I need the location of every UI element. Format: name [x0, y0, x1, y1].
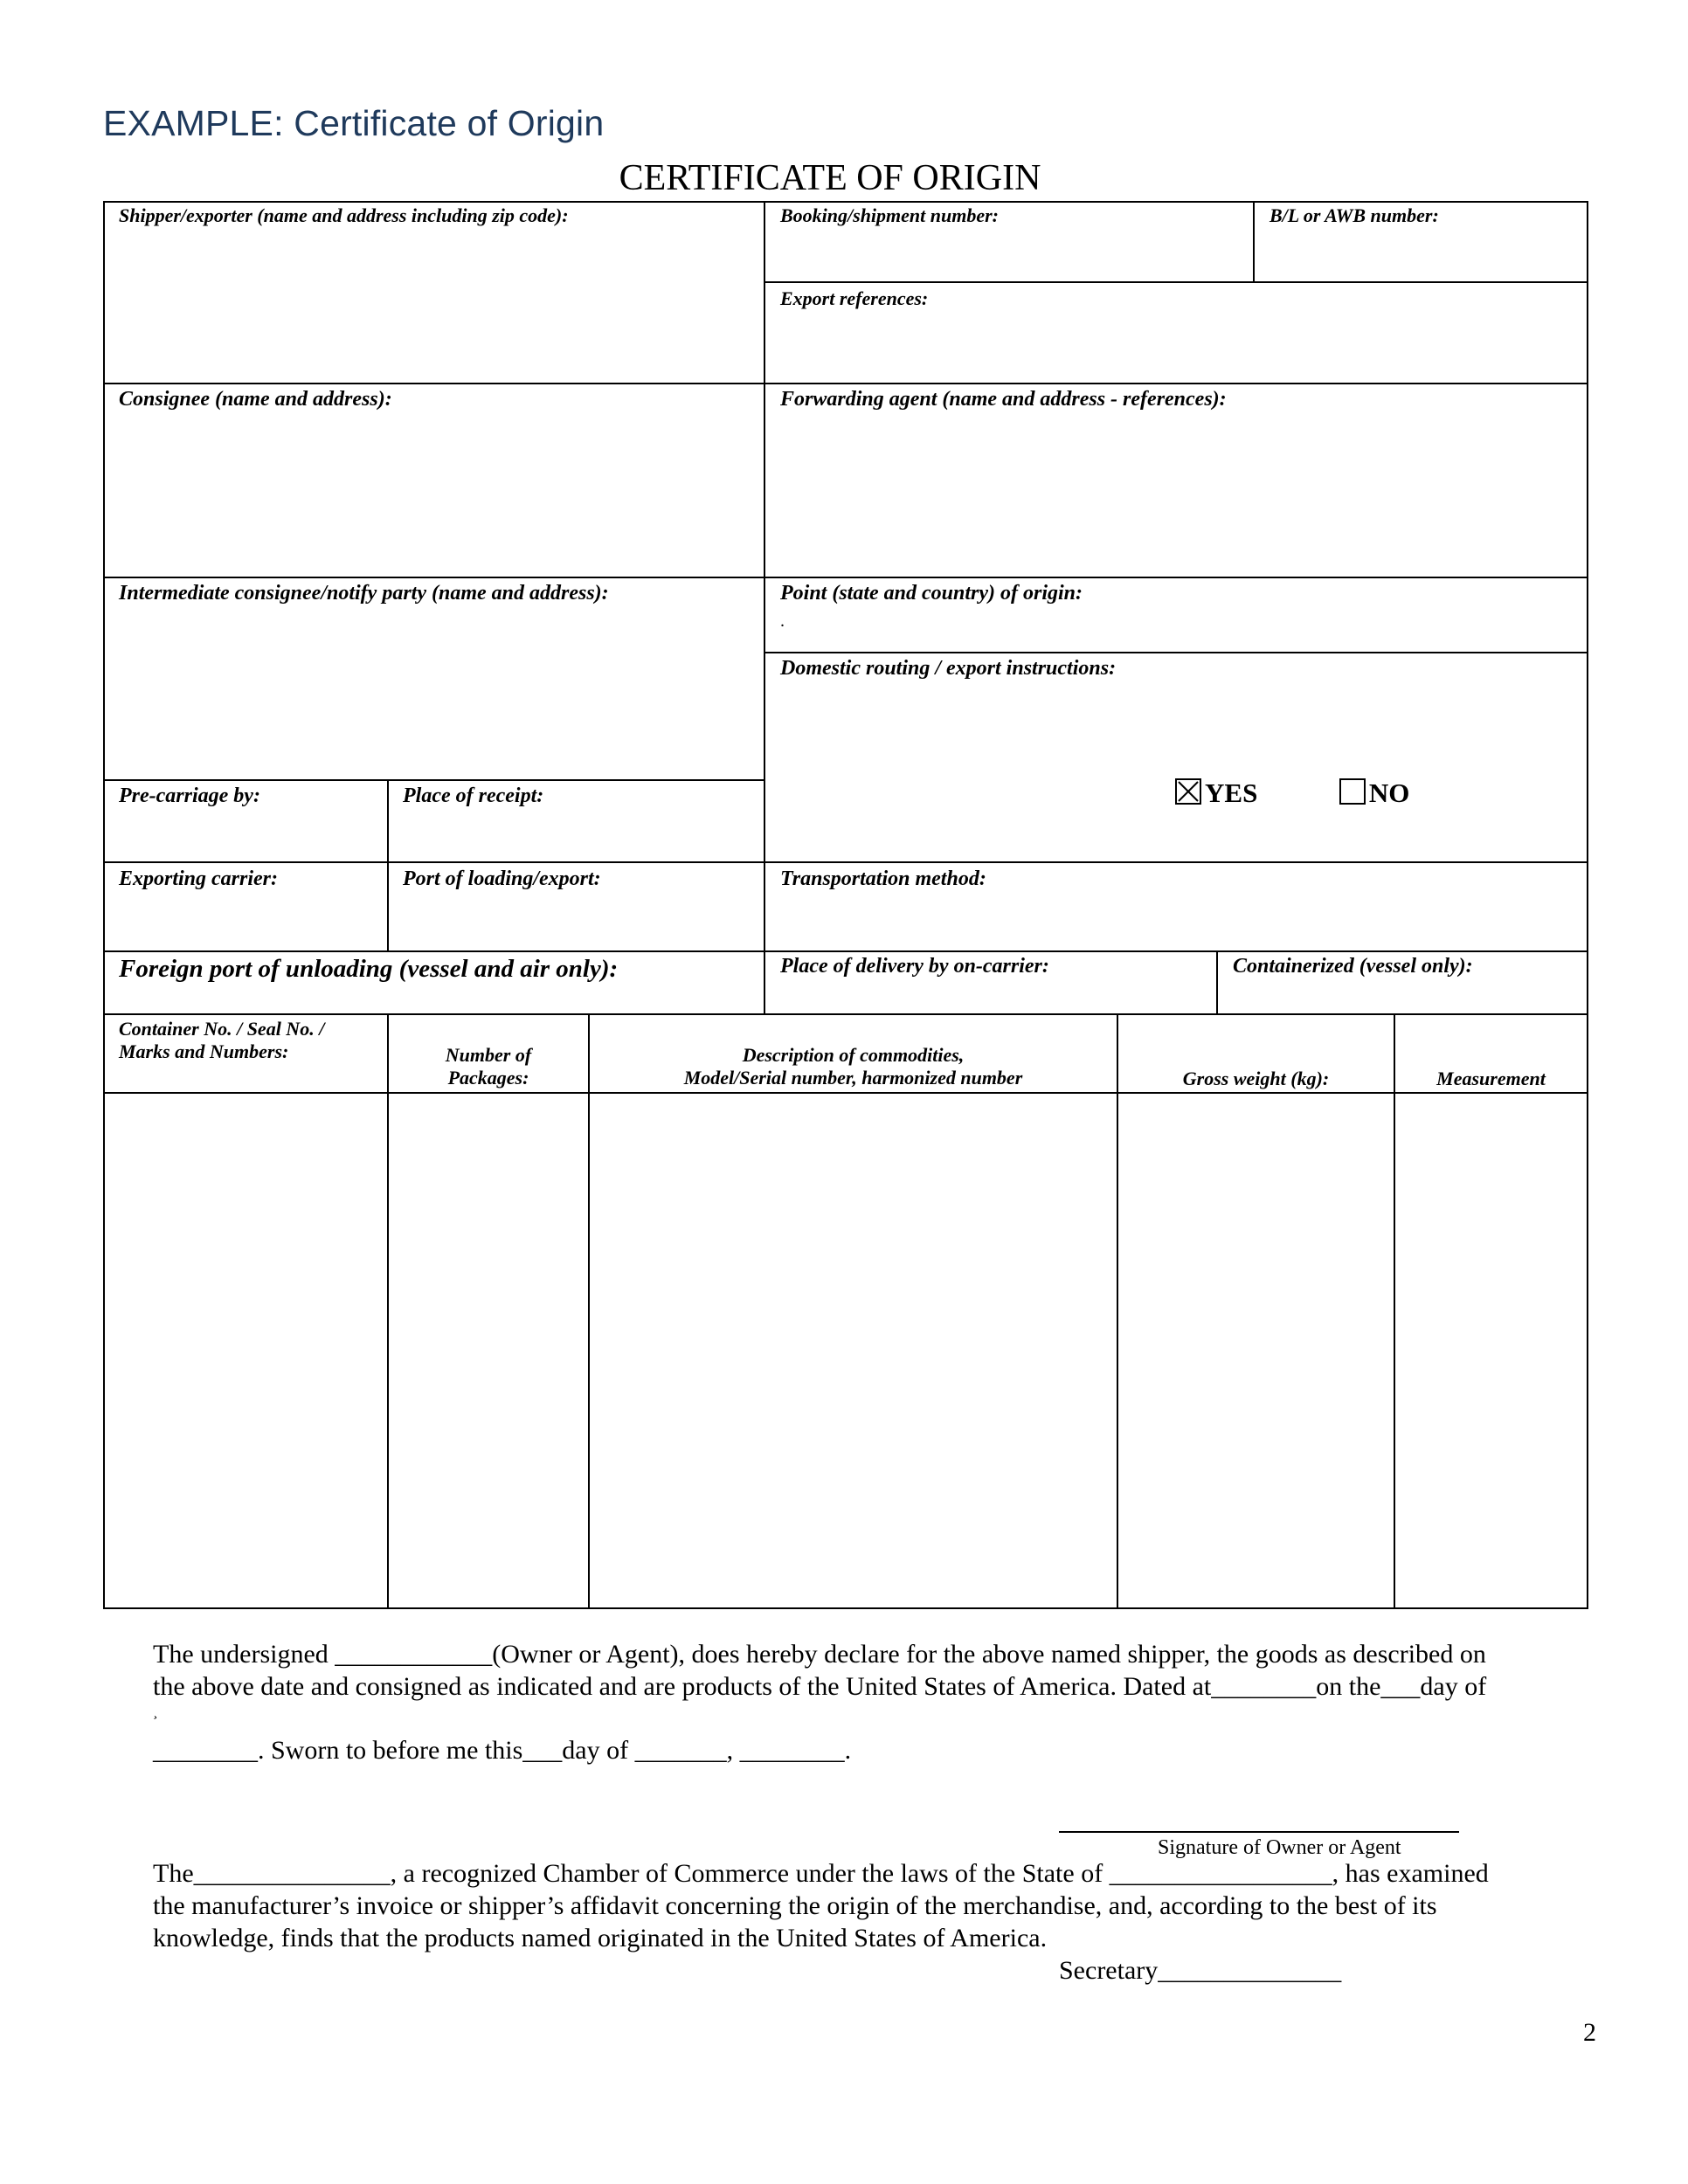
example-heading: EXAMPLE: Certificate of Origin — [103, 103, 605, 143]
export-references-label: Export references: — [780, 287, 929, 309]
chamber-line3: knowledge, finds that the products named originated in the United States of America. — [153, 1924, 1048, 1952]
place-of-receipt-label: Place of receipt: — [403, 784, 544, 807]
measurement-header: Measurement — [1436, 1068, 1546, 1089]
packages-header-line1: Number of — [445, 1044, 532, 1066]
divider — [103, 383, 1587, 384]
declaration-line2: the above date and consigned as indicated and are products of the United States of America. Dated at________on the___day of — [153, 1672, 1487, 1701]
declaration-mark: ¸ — [153, 1704, 158, 1719]
divider — [103, 950, 1587, 952]
signature-caption: Signature of Owner or Agent — [1158, 1836, 1401, 1859]
exporting-carrier-label: Exporting carrier: — [119, 867, 279, 890]
foreign-port-label: Foreign port of unloading (vessel and air only): — [119, 955, 619, 983]
bl-awb-label: B/L or AWB number: — [1269, 204, 1439, 226]
pre-carriage-label: Pre-carriage by: — [119, 784, 260, 807]
port-of-loading-label: Port of loading/export: — [403, 867, 601, 890]
divider — [1394, 1013, 1395, 1607]
yes-label: YES — [1205, 778, 1258, 808]
transportation-method-label: Transportation method: — [780, 867, 986, 890]
chamber-line2: the manufacturer’s invoice or shipper’s affidavit concerning the origin of the merchandise, and, according to the best of its — [153, 1891, 1437, 1920]
intermediate-consignee-label: Intermediate consignee/notify party (name and address): — [119, 582, 609, 605]
signature-line — [1059, 1831, 1459, 1833]
divider — [103, 861, 1587, 863]
packages-header — [389, 1044, 588, 1090]
divider — [764, 652, 1587, 653]
divider — [103, 577, 1587, 578]
container-header-line1: Container No. / Seal No. / — [119, 1018, 325, 1040]
packages-header-line2: Packages: — [447, 1067, 529, 1089]
no-checkbox[interactable] — [1339, 778, 1366, 805]
divider — [103, 1092, 1587, 1094]
divider — [764, 281, 1587, 283]
yes-checkbox[interactable] — [1175, 778, 1201, 805]
description-header — [590, 1044, 1117, 1090]
declaration-line1: The undersigned ____________(Owner or Agent), does hereby declare for the above named shipper, the goods as described on — [153, 1640, 1486, 1669]
container-header — [119, 1018, 324, 1064]
divider — [1216, 950, 1218, 1015]
declaration-line3: ________. Sworn to before me this___day of _______, ________. — [153, 1736, 852, 1765]
no-label: NO — [1368, 778, 1410, 808]
divider — [103, 1013, 1587, 1015]
divider — [103, 779, 765, 781]
divider — [588, 1013, 590, 1607]
forwarding-agent-label: Forwarding agent (name and address - references): — [780, 388, 1227, 411]
form-border — [103, 201, 1588, 1609]
secretary-line: Secretary______________ — [1059, 1956, 1342, 1985]
divider — [387, 779, 389, 950]
container-header-line2: Marks and Numbers: — [119, 1040, 289, 1063]
consignee-label: Consignee (name and address): — [119, 388, 392, 411]
place-of-delivery-label: Place of delivery by on-carrier: — [780, 955, 1049, 978]
description-header-line2: Model/Serial number, harmonized number — [683, 1067, 1023, 1089]
gross-weight-header: Gross weight (kg): — [1182, 1068, 1330, 1089]
containerized-label: Containerized (vessel only): — [1233, 955, 1473, 978]
booking-label: Booking/shipment number: — [780, 204, 1000, 226]
chamber-line1: The_______________, a recognized Chamber of Commerce under the laws of the State of _________________, has examined — [153, 1859, 1489, 1888]
divider — [764, 201, 765, 1015]
certificate-form — [103, 201, 1588, 1609]
checked-x-icon — [1177, 780, 1200, 803]
divider — [387, 1013, 389, 1607]
domestic-routing-label: Domestic routing / export instructions: — [780, 657, 1117, 680]
shipper-label: Shipper/exporter (name and address including zip code): — [119, 204, 569, 226]
containerized-options — [1175, 778, 1409, 809]
point-of-origin-label: Point (state and country) of origin: — [780, 582, 1083, 605]
divider — [1253, 201, 1255, 283]
point-of-origin-mark: . — [780, 612, 785, 631]
divider — [1117, 1013, 1118, 1607]
page-number: 2 — [1583, 2018, 1596, 2047]
certificate-title: CERTIFICATE OF ORIGIN — [619, 158, 1041, 198]
description-header-line1: Description of commodities, — [742, 1044, 965, 1066]
